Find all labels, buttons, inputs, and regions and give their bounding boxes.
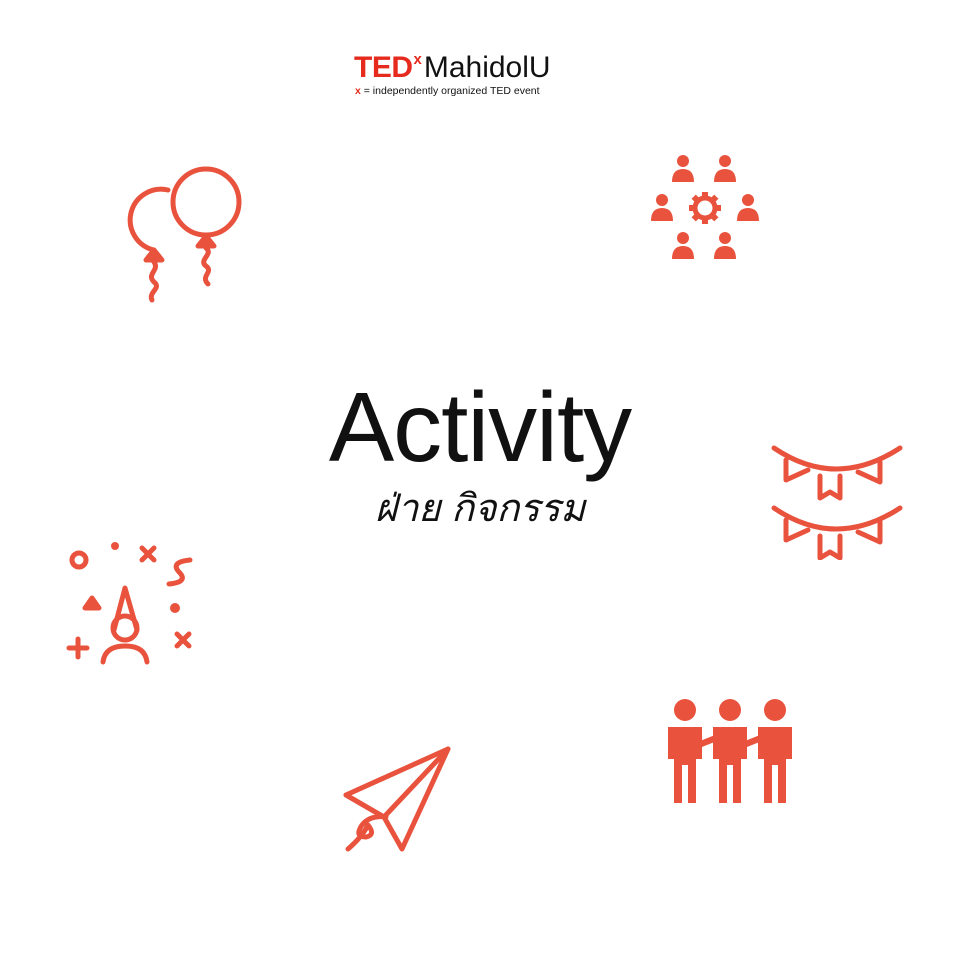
logo-tagline-text: = independently organized TED event [360,85,540,97]
party-icon [65,538,200,668]
team-gear-icon [650,152,760,262]
logo-ted: TED [354,51,413,84]
logo-x: x [413,51,422,68]
logo-event-name: MahidolU [423,51,551,84]
tedx-logo [354,50,614,100]
bunting-icon [770,440,905,560]
paper-plane-icon [340,745,455,855]
balloons-icon [110,160,250,305]
people-group-icon [660,697,800,807]
logo-tagline-x: x [355,85,361,97]
logo-tagline [355,85,540,97]
page-subtitle: ฝ่าย กิจกรรม [374,488,586,530]
page-title: Activity [328,372,632,482]
